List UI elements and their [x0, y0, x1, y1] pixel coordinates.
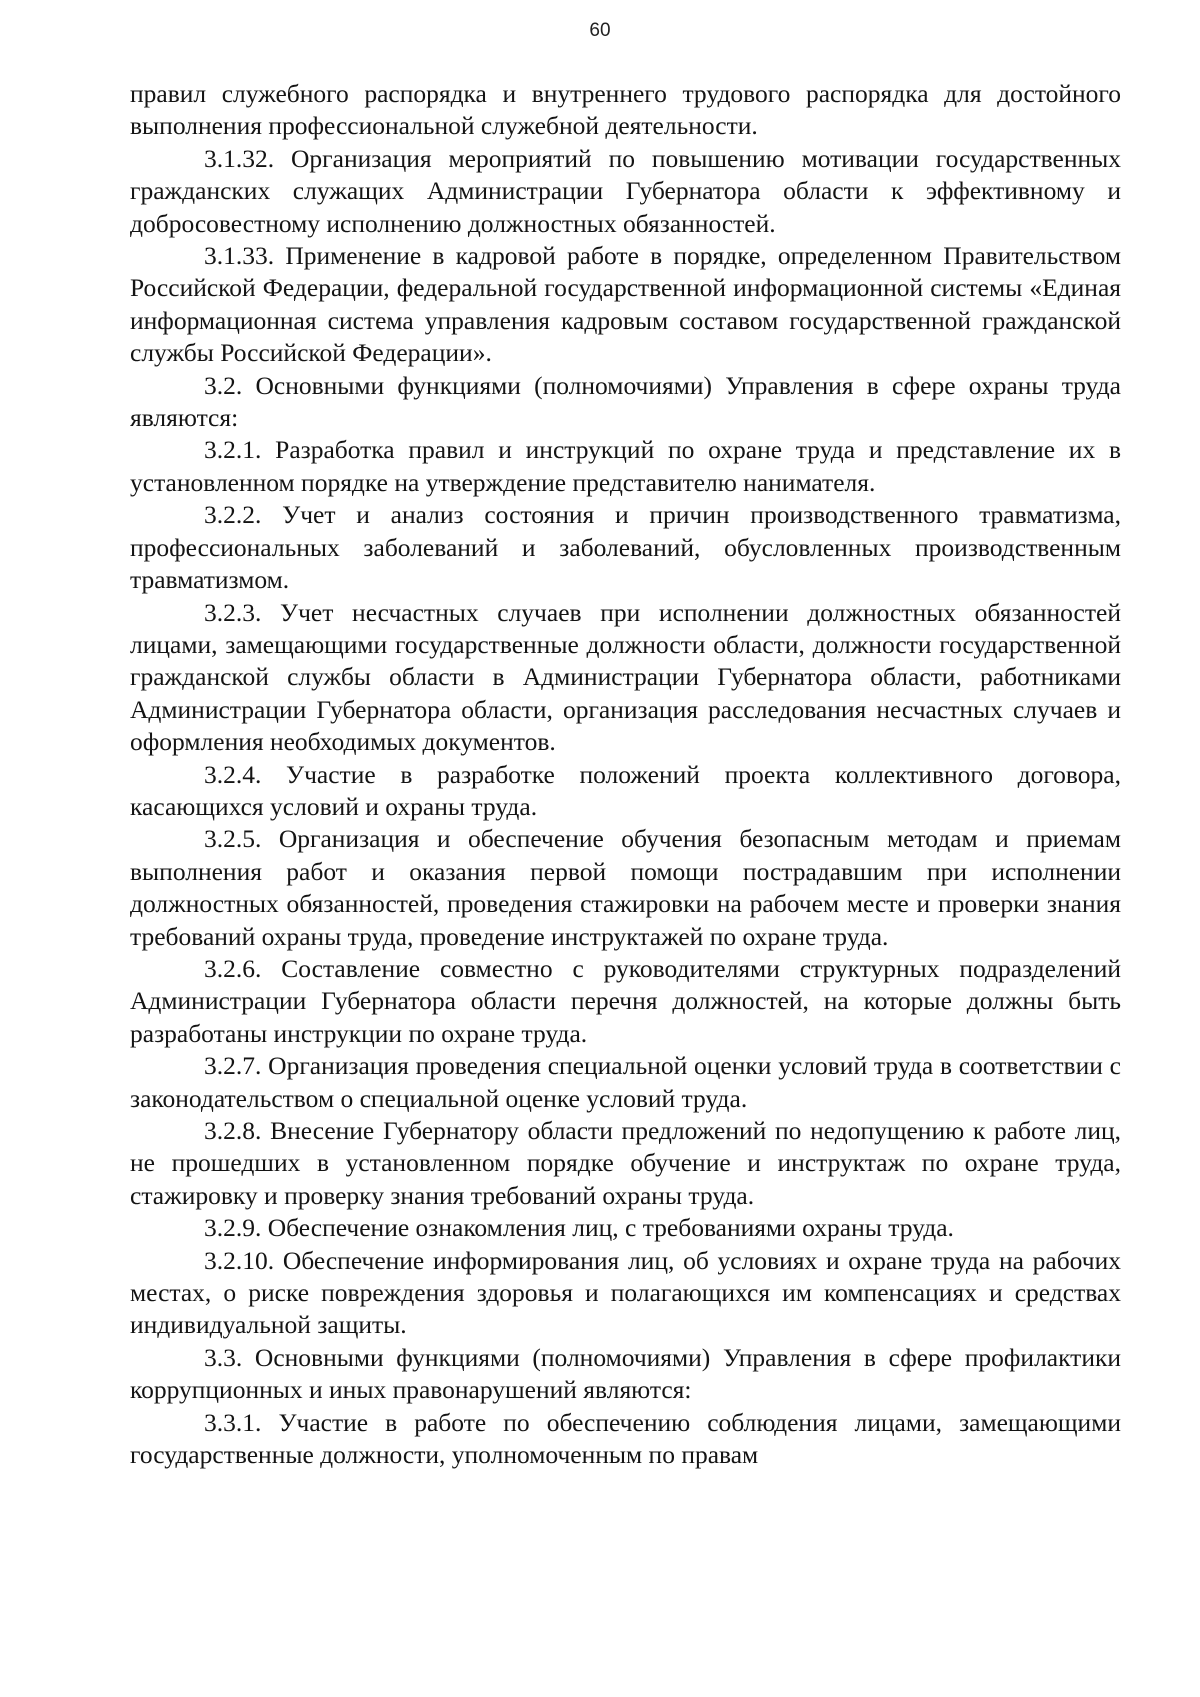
- paragraph-continuation: правил служебного распорядка и внутреннего трудового распорядка для достойного выполнения профессиональной служебной деятельности.: [130, 79, 1121, 141]
- document-body: [130, 78, 1121, 1471]
- paragraph-3-3: 3.3. Основными функциями (полномочиями) Управления в сфере профилактики коррупционных и иных правонарушений являются:: [130, 1342, 1121, 1405]
- paragraph-3-2-8: 3.2.8. Внесение Губернатору области предложений по недопущению к работе лиц, не прошедших в установленном порядке обучение и инструктаж по охране труда, стажировку и проверку знания требований охраны труда.: [130, 1116, 1121, 1210]
- page-number: 60: [589, 20, 611, 41]
- paragraph-3-2-6: 3.2.6. Составление совместно с руководителями структурных подразделений Администрации Губернатора области перечня должностей, на которые должны быть разработаны инструкции по охране труда.: [130, 953, 1121, 1048]
- paragraph-3-1-33: 3.1.33. Применение в кадровой работе в порядке, определенном Правительством Российской Федерации, федеральной государственной информационной системы «Единая информационная система управления кадровым составом государственной гражданской службы Российской Федерации».: [130, 241, 1121, 368]
- paragraph-3-2-5: 3.2.5. Организация и обеспечение обучения безопасным методам и приемам выполнения работ и оказания первой помощи пострадавшим при исполнении должностных обязанностей, проведения стажировки на рабочем месте и проверки знания требований охраны труда, проведение инструктажей по охране труда.: [130, 824, 1121, 951]
- paragraph-3-2: 3.2. Основными функциями (полномочиями) Управления в сфере охраны труда являются:: [130, 370, 1121, 433]
- paragraph-3-2-10: 3.2.10. Обеспечение информирования лиц, об условиях и охране труда на рабочих местах, о риске повреждения здоровья и полагающихся им компенсациях и средствах индивидуальной защиты.: [130, 1245, 1121, 1340]
- paragraph-3-2-2: 3.2.2. Учет и анализ состояния и причин производственного травматизма, профессиональных заболеваний и заболеваний, обусловленных производственным травматизмом.: [130, 500, 1121, 595]
- paragraph-3-2-9: 3.2.9. Обеспечение ознакомления лиц, с требованиями охраны труда.: [204, 1213, 954, 1243]
- paragraph-3-2-4: 3.2.4. Участие в разработке положений проекта коллективного договора, касающихся условий и охраны труда.: [130, 759, 1121, 821]
- paragraph-3-2-3: 3.2.3. Учет несчастных случаев при исполнении должностных обязанностей лицами, замещающими государственные должности области, должности государственной гражданской службы области в Администрации Губернатора области, работниками Администрации Губернатора области, организация расследования несчастных случаев и оформления необходимых документов.: [130, 597, 1121, 757]
- paragraph-3-2-7: 3.2.7. Организация проведения специальной оценки условий труда в соответствии с законодательством о специальной оценке условий труда.: [130, 1051, 1121, 1113]
- paragraph-3-2-1: 3.2.1. Разработка правил и инструкций по охране труда и представление их в установленном порядке на утверждение представителю нанимателя.: [130, 435, 1121, 497]
- paragraph-3-1-32: 3.1.32. Организация мероприятий по повышению мотивации государственных гражданских служащих Администрации Губернатора области к эффективному и добросовестному исполнению должностных обязанностей.: [130, 143, 1121, 238]
- paragraph-3-3-1: 3.3.1. Участие в работе по обеспечению соблюдения лицами, замещающими государственные должности, уполномоченным по правам: [130, 1407, 1121, 1470]
